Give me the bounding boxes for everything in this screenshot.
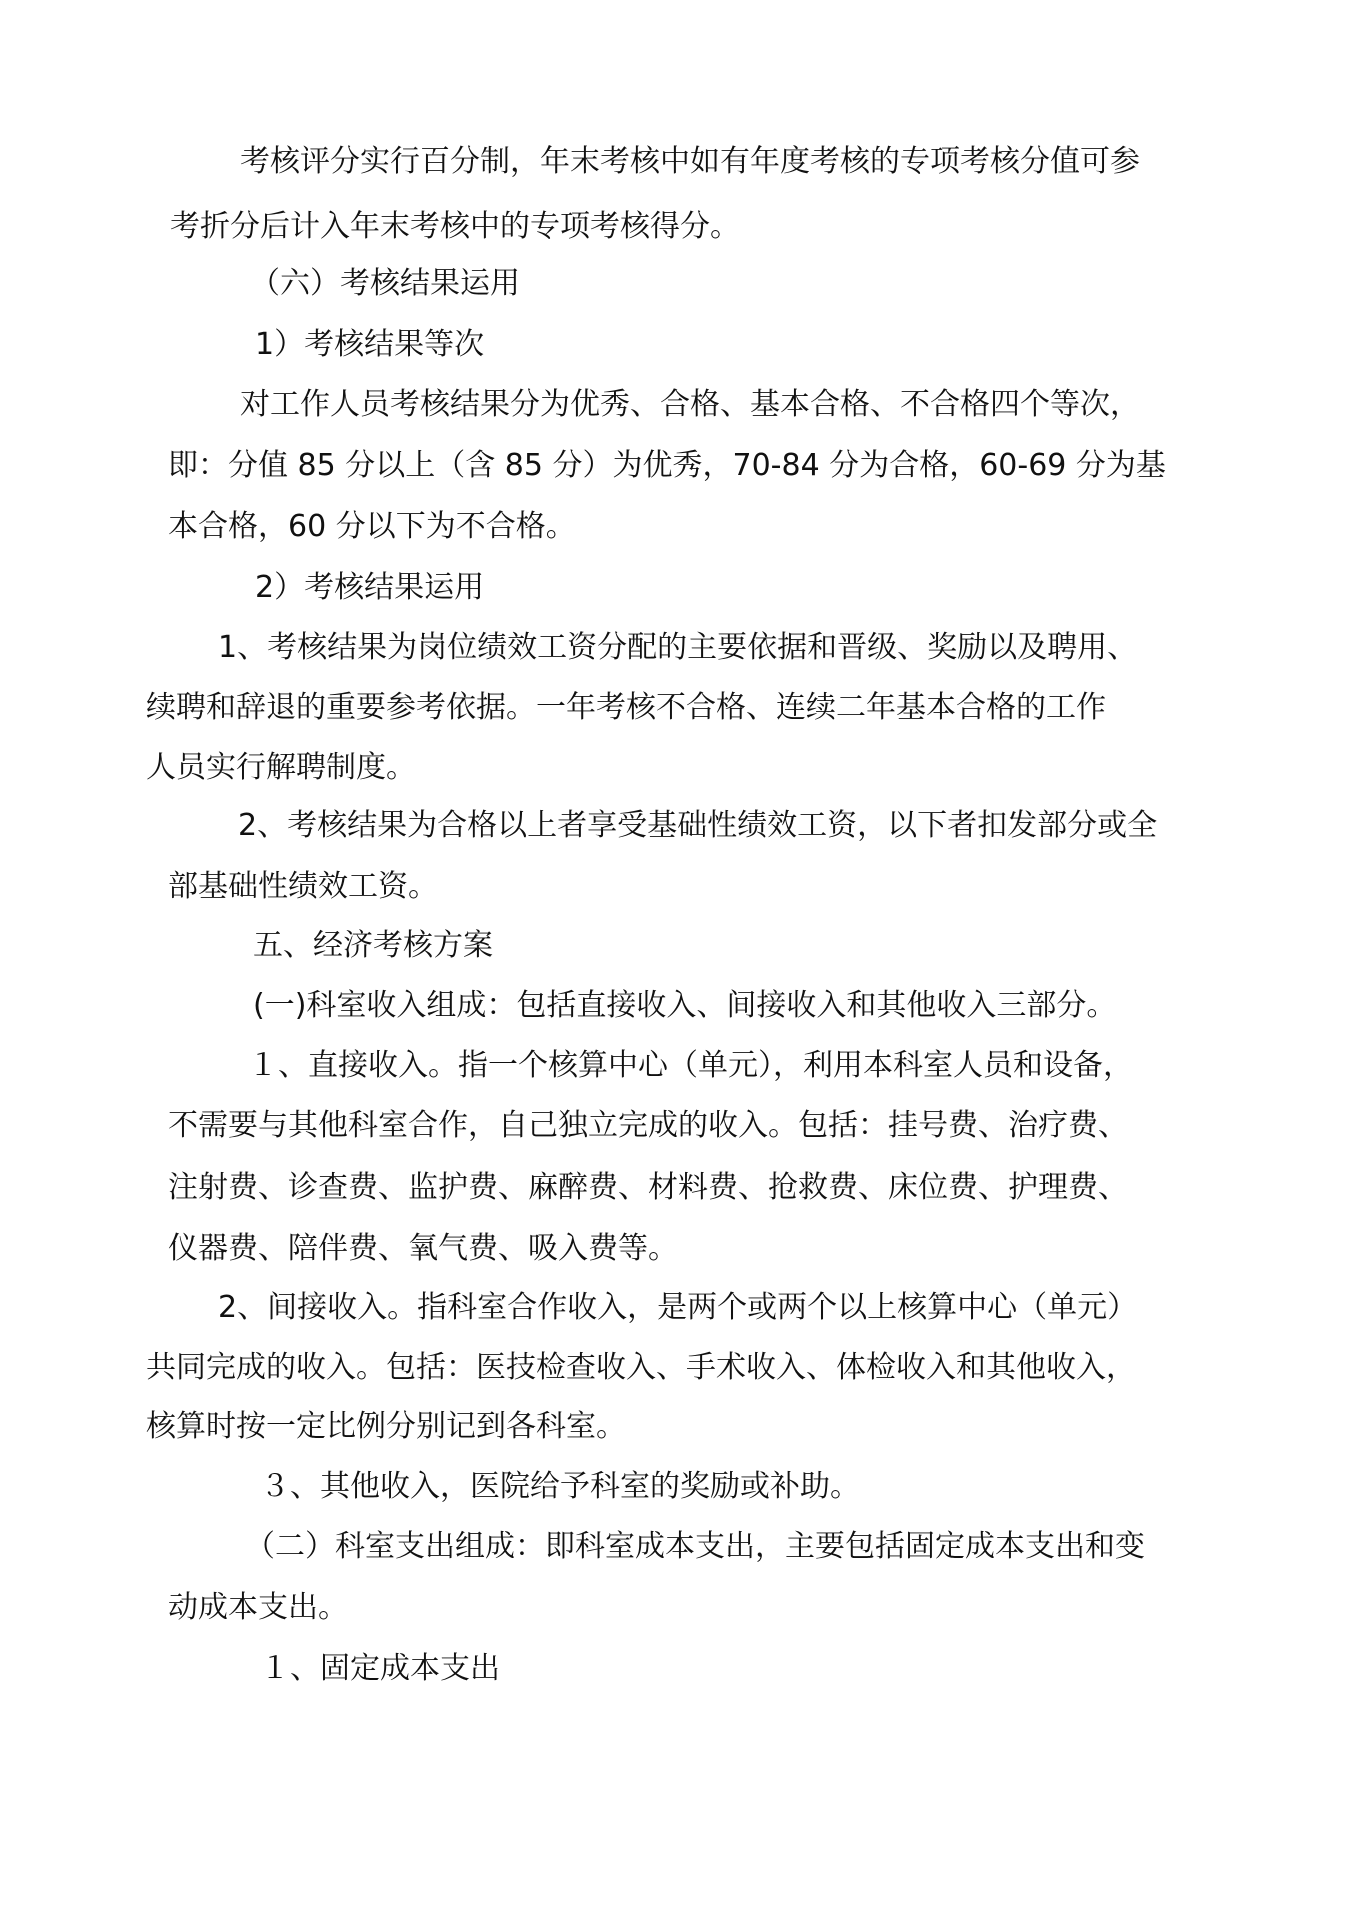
section-heading: （二）科室支出组成：即科室成本支出，主要包括固定成本支出和变 <box>245 1529 1145 1564</box>
paragraph-line: 核算时按一定比例分别记到各科室。 <box>146 1409 626 1444</box>
subsection-heading: 1）考核结果等次 <box>255 327 485 362</box>
paragraph-line: 2、考核结果为合格以上者享受基础性绩效工资，以下者扣发部分或全 <box>238 808 1158 843</box>
paragraph-line: 部基础性绩效工资。 <box>168 869 438 904</box>
paragraph-line: 不需要与其他科室合作，自己独立完成的收入。包括：挂号费、治疗费、 <box>168 1108 1128 1143</box>
subsection-heading: 2）考核结果运用 <box>255 570 485 605</box>
paragraph-line: 仪器费、陪伴费、氧气费、吸入费等。 <box>168 1231 678 1266</box>
section-heading: （六）考核结果运用 <box>250 266 520 301</box>
paragraph-line: 共同完成的收入。包括：医技检查收入、手术收入、体检收入和其他收入， <box>146 1350 1136 1385</box>
paragraph-line: 续聘和辞退的重要参考依据。一年考核不合格、连续二年基本合格的工作 <box>146 690 1106 725</box>
section-heading: (一)科室收入组成：包括直接收入、间接收入和其他收入三部分。 <box>253 988 1117 1023</box>
paragraph-line: 2、间接收入。指科室合作收入，是两个或两个以上核算中心（单元） <box>218 1290 1138 1325</box>
paragraph-line: 即：分值 85 分以上（含 85 分）为优秀，70-84 分为合格，60-69 分为基 <box>168 448 1166 483</box>
paragraph-line: 动成本支出。 <box>168 1590 348 1625</box>
paragraph-line: 考折分后计入年末考核中的专项考核得分。 <box>170 209 740 244</box>
paragraph-line: 对工作人员考核结果分为优秀、合格、基本合格、不合格四个等次， <box>240 387 1140 422</box>
subsection-heading: １、固定成本支出 <box>260 1651 500 1686</box>
paragraph-line: ３、其他收入，医院给予科室的奖励或补助。 <box>260 1469 860 1504</box>
paragraph-line: 考核评分实行百分制，年末考核中如有年度考核的专项考核分值可参 <box>240 144 1140 179</box>
paragraph-line: 1、考核结果为岗位绩效工资分配的主要依据和晋级、奖励以及聘用、 <box>218 630 1138 665</box>
section-heading: 五、经济考核方案 <box>253 928 493 963</box>
paragraph-line: 注射费、诊查费、监护费、麻醉费、材料费、抢救费、床位费、护理费、 <box>168 1170 1128 1205</box>
paragraph-line: 本合格，60 分以下为不合格。 <box>168 509 576 544</box>
paragraph-line: １、直接收入。指一个核算中心（单元），利用本科室人员和设备， <box>248 1048 1133 1083</box>
paragraph-line: 人员实行解聘制度。 <box>146 750 416 785</box>
